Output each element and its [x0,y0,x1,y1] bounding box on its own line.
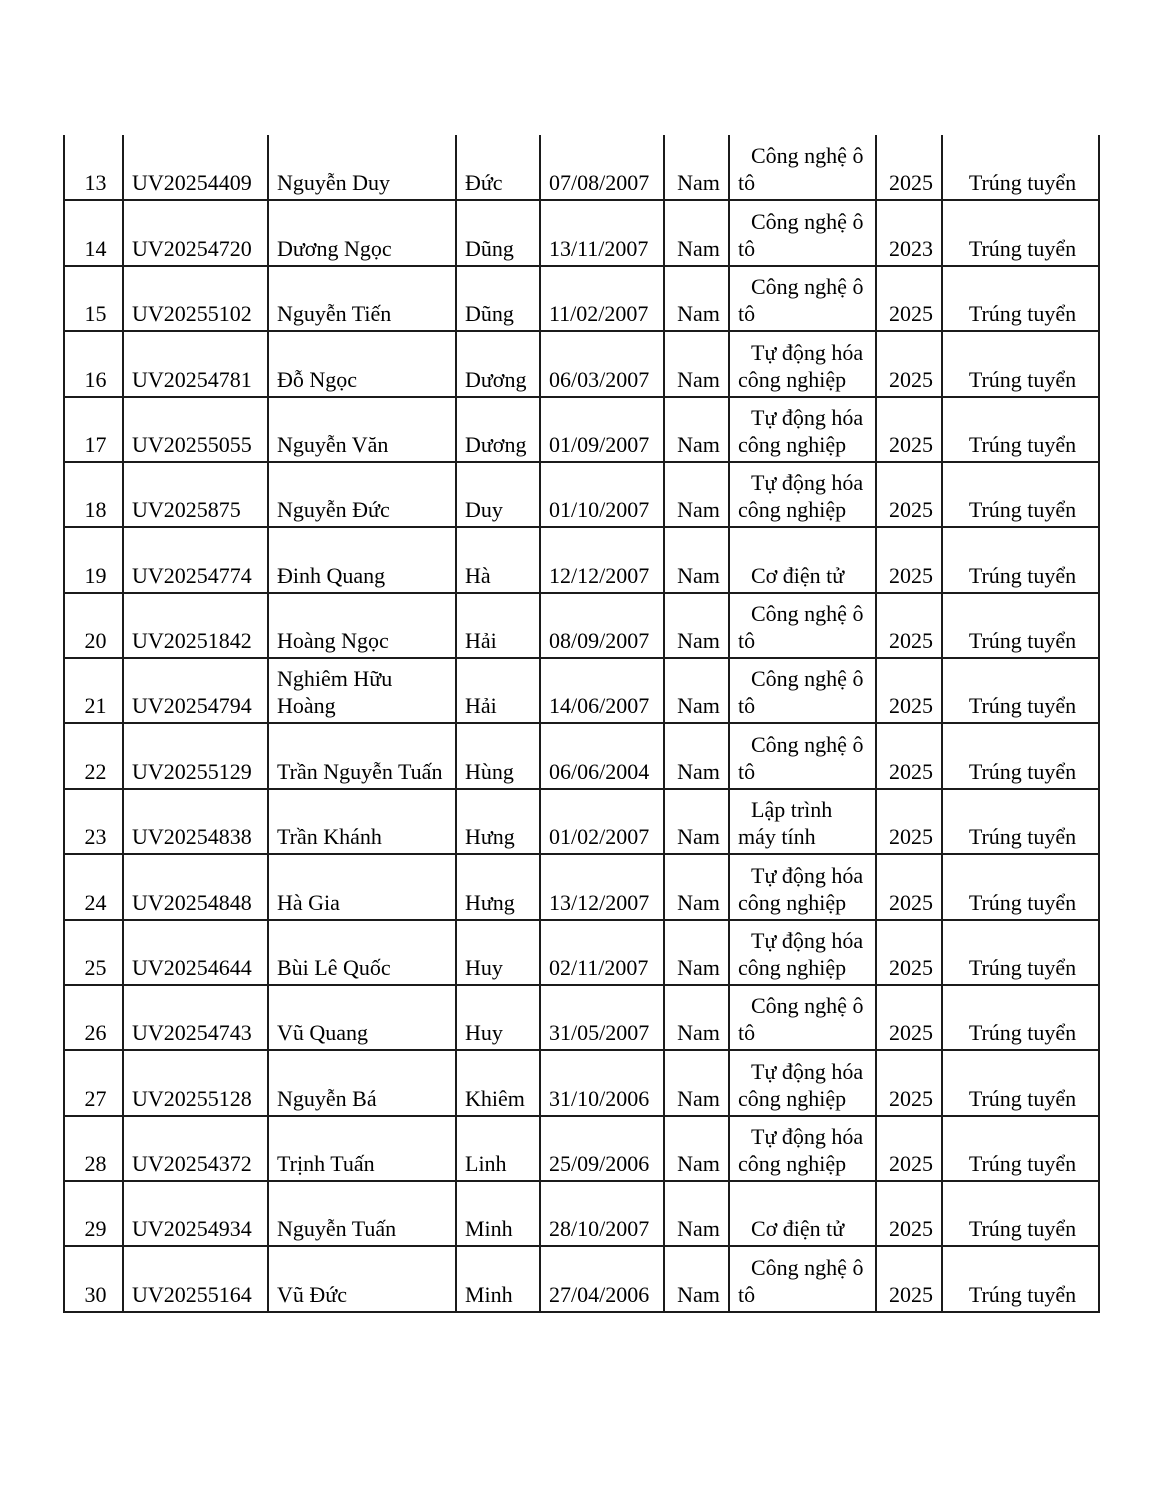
cell-nganh: Công nghệ ô tô [729,985,876,1050]
table-row [64,1116,1099,1181]
cell-nganh: Tự động hóa công nghiệp [729,1116,876,1181]
cell-ho_dem: Vũ Quang [268,985,456,1050]
cell-ma: UV20251842 [123,593,268,658]
cell-nam: 2025 [876,527,942,592]
cell-ten: Minh [456,1246,540,1312]
cell-ngay_sinh: 28/10/2007 [540,1181,664,1246]
cell-ngay_sinh: 06/03/2007 [540,331,664,396]
cell-ho_dem: Nguyễn Duy [268,135,456,200]
cell-ma: UV20254774 [123,527,268,592]
cell-ho_dem: Dương Ngọc [268,200,456,265]
cell-gioi_tinh: Nam [664,200,729,265]
cell-ten: Hải [456,593,540,658]
cell-ho_dem: Nguyễn Tiến [268,266,456,331]
cell-ngay_sinh: 27/04/2006 [540,1246,664,1312]
cell-ngay_sinh: 25/09/2006 [540,1116,664,1181]
cell-ma: UV2025875 [123,462,268,527]
cell-ket_qua: Trúng tuyển [942,1116,1099,1181]
cell-ngay_sinh: 13/12/2007 [540,854,664,919]
table-row [64,658,1099,723]
cell-ten: Huy [456,985,540,1050]
cell-ngay_sinh: 11/02/2007 [540,266,664,331]
cell-ho_dem: Nguyễn Văn [268,397,456,462]
cell-gioi_tinh: Nam [664,135,729,200]
cell-nganh: Công nghệ ô tô [729,266,876,331]
cell-nganh: Tự động hóa công nghiệp [729,1050,876,1115]
cell-ket_qua: Trúng tuyển [942,789,1099,854]
cell-ten: Dũng [456,266,540,331]
cell-stt: 25 [64,920,123,985]
cell-ngay_sinh: 07/08/2007 [540,135,664,200]
cell-ma: UV20254838 [123,789,268,854]
cell-ket_qua: Trúng tuyển [942,266,1099,331]
cell-ma: UV20254848 [123,854,268,919]
cell-nganh: Công nghệ ô tô [729,1246,876,1312]
cell-ket_qua: Trúng tuyển [942,200,1099,265]
cell-nganh: Tự động hóa công nghiệp [729,854,876,919]
cell-ket_qua: Trúng tuyển [942,985,1099,1050]
cell-nganh: Tự động hóa công nghiệp [729,397,876,462]
cell-ngay_sinh: 12/12/2007 [540,527,664,592]
cell-ma: UV20254372 [123,1116,268,1181]
table-row [64,723,1099,788]
cell-nam: 2025 [876,1181,942,1246]
cell-nam: 2025 [876,1116,942,1181]
cell-gioi_tinh: Nam [664,593,729,658]
table-row [64,920,1099,985]
cell-gioi_tinh: Nam [664,462,729,527]
cell-ho_dem: Nguyễn Bá [268,1050,456,1115]
cell-stt: 27 [64,1050,123,1115]
table-row [64,1181,1099,1246]
cell-ten: Minh [456,1181,540,1246]
cell-ho_dem: Hà Gia [268,854,456,919]
cell-ten: Hưng [456,854,540,919]
cell-stt: 14 [64,200,123,265]
cell-stt: 24 [64,854,123,919]
cell-gioi_tinh: Nam [664,527,729,592]
cell-nam: 2025 [876,266,942,331]
cell-nganh: Tự động hóa công nghiệp [729,920,876,985]
table-row [64,1050,1099,1115]
cell-gioi_tinh: Nam [664,985,729,1050]
cell-stt: 17 [64,397,123,462]
cell-ket_qua: Trúng tuyển [942,331,1099,396]
cell-gioi_tinh: Nam [664,920,729,985]
cell-stt: 23 [64,789,123,854]
cell-stt: 28 [64,1116,123,1181]
cell-gioi_tinh: Nam [664,723,729,788]
cell-ho_dem: Đinh Quang [268,527,456,592]
cell-stt: 21 [64,658,123,723]
table-row [64,135,1099,200]
table-row [64,985,1099,1050]
cell-nam: 2025 [876,1050,942,1115]
admission-table [63,135,1100,1313]
table-row [64,462,1099,527]
cell-ma: UV20255128 [123,1050,268,1115]
cell-ten: Hưng [456,789,540,854]
cell-nganh: Công nghệ ô tô [729,723,876,788]
cell-ngay_sinh: 14/06/2007 [540,658,664,723]
cell-gioi_tinh: Nam [664,1246,729,1312]
cell-ngay_sinh: 01/10/2007 [540,462,664,527]
cell-nam: 2025 [876,1246,942,1312]
cell-ma: UV20254934 [123,1181,268,1246]
cell-ten: Hùng [456,723,540,788]
table-row [64,266,1099,331]
cell-nam: 2025 [876,397,942,462]
cell-ket_qua: Trúng tuyển [942,397,1099,462]
cell-ket_qua: Trúng tuyển [942,1246,1099,1312]
table-body [64,135,1099,1312]
cell-gioi_tinh: Nam [664,1181,729,1246]
cell-ket_qua: Trúng tuyển [942,920,1099,985]
cell-ma: UV20254781 [123,331,268,396]
cell-stt: 20 [64,593,123,658]
cell-ket_qua: Trúng tuyển [942,593,1099,658]
cell-ma: UV20254794 [123,658,268,723]
cell-nam: 2025 [876,723,942,788]
cell-ho_dem: Vũ Đức [268,1246,456,1312]
cell-ma: UV20255102 [123,266,268,331]
table-row [64,527,1099,592]
cell-ho_dem: Nghiêm Hữu Hoàng [268,658,456,723]
cell-nganh: Lập trình máy tính [729,789,876,854]
cell-ten: Dương [456,397,540,462]
cell-nam: 2025 [876,593,942,658]
cell-ten: Hải [456,658,540,723]
cell-ma: UV20255129 [123,723,268,788]
cell-nam: 2025 [876,920,942,985]
cell-nganh: Cơ điện tử [729,1181,876,1246]
cell-stt: 19 [64,527,123,592]
cell-nganh: Tự động hóa công nghiệp [729,462,876,527]
cell-ma: UV20254644 [123,920,268,985]
cell-ho_dem: Nguyễn Đức [268,462,456,527]
table-row [64,1246,1099,1312]
cell-ma: UV20254743 [123,985,268,1050]
cell-nganh: Tự động hóa công nghiệp [729,331,876,396]
cell-nganh: Công nghệ ô tô [729,593,876,658]
cell-ngay_sinh: 06/06/2004 [540,723,664,788]
cell-gioi_tinh: Nam [664,854,729,919]
cell-stt: 15 [64,266,123,331]
cell-ho_dem: Trịnh Tuấn [268,1116,456,1181]
cell-gioi_tinh: Nam [664,1116,729,1181]
cell-stt: 16 [64,331,123,396]
cell-ma: UV20254720 [123,200,268,265]
cell-stt: 13 [64,135,123,200]
cell-ten: Dương [456,331,540,396]
cell-ngay_sinh: 31/10/2006 [540,1050,664,1115]
cell-ho_dem: Hoàng Ngọc [268,593,456,658]
cell-ho_dem: Trần Khánh [268,789,456,854]
cell-nam: 2025 [876,658,942,723]
cell-ten: Hà [456,527,540,592]
cell-ma: UV20255055 [123,397,268,462]
cell-stt: 18 [64,462,123,527]
cell-ten: Linh [456,1116,540,1181]
cell-gioi_tinh: Nam [664,789,729,854]
cell-gioi_tinh: Nam [664,266,729,331]
cell-ten: Duy [456,462,540,527]
cell-ten: Huy [456,920,540,985]
cell-gioi_tinh: Nam [664,658,729,723]
table-row [64,593,1099,658]
cell-gioi_tinh: Nam [664,1050,729,1115]
cell-nganh: Cơ điện tử [729,527,876,592]
cell-nam: 2025 [876,135,942,200]
table-row [64,854,1099,919]
cell-ho_dem: Đỗ Ngọc [268,331,456,396]
cell-ket_qua: Trúng tuyển [942,723,1099,788]
cell-ho_dem: Trần Nguyễn Tuấn [268,723,456,788]
table-row [64,789,1099,854]
cell-ma: UV20254409 [123,135,268,200]
cell-stt: 30 [64,1246,123,1312]
cell-nganh: Công nghệ ô tô [729,658,876,723]
cell-gioi_tinh: Nam [664,331,729,396]
cell-gioi_tinh: Nam [664,397,729,462]
cell-nam: 2025 [876,789,942,854]
table-row [64,200,1099,265]
cell-ket_qua: Trúng tuyển [942,462,1099,527]
cell-ngay_sinh: 13/11/2007 [540,200,664,265]
cell-ten: Đức [456,135,540,200]
cell-ho_dem: Bùi Lê Quốc [268,920,456,985]
cell-nam: 2025 [876,331,942,396]
cell-ten: Dũng [456,200,540,265]
cell-nganh: Công nghệ ô tô [729,135,876,200]
cell-stt: 22 [64,723,123,788]
cell-stt: 29 [64,1181,123,1246]
cell-nganh: Công nghệ ô tô [729,200,876,265]
cell-ho_dem: Nguyễn Tuấn [268,1181,456,1246]
cell-ngay_sinh: 31/05/2007 [540,985,664,1050]
cell-nam: 2023 [876,200,942,265]
cell-ngay_sinh: 08/09/2007 [540,593,664,658]
cell-ngay_sinh: 01/09/2007 [540,397,664,462]
table-row [64,331,1099,396]
cell-ket_qua: Trúng tuyển [942,1050,1099,1115]
cell-ket_qua: Trúng tuyển [942,527,1099,592]
cell-nam: 2025 [876,985,942,1050]
cell-ket_qua: Trúng tuyển [942,854,1099,919]
cell-stt: 26 [64,985,123,1050]
cell-nam: 2025 [876,462,942,527]
cell-ket_qua: Trúng tuyển [942,1181,1099,1246]
cell-ngay_sinh: 01/02/2007 [540,789,664,854]
cell-ngay_sinh: 02/11/2007 [540,920,664,985]
cell-ket_qua: Trúng tuyển [942,135,1099,200]
cell-ten: Khiêm [456,1050,540,1115]
table-row [64,397,1099,462]
cell-nam: 2025 [876,854,942,919]
cell-ket_qua: Trúng tuyển [942,658,1099,723]
cell-ma: UV20255164 [123,1246,268,1312]
